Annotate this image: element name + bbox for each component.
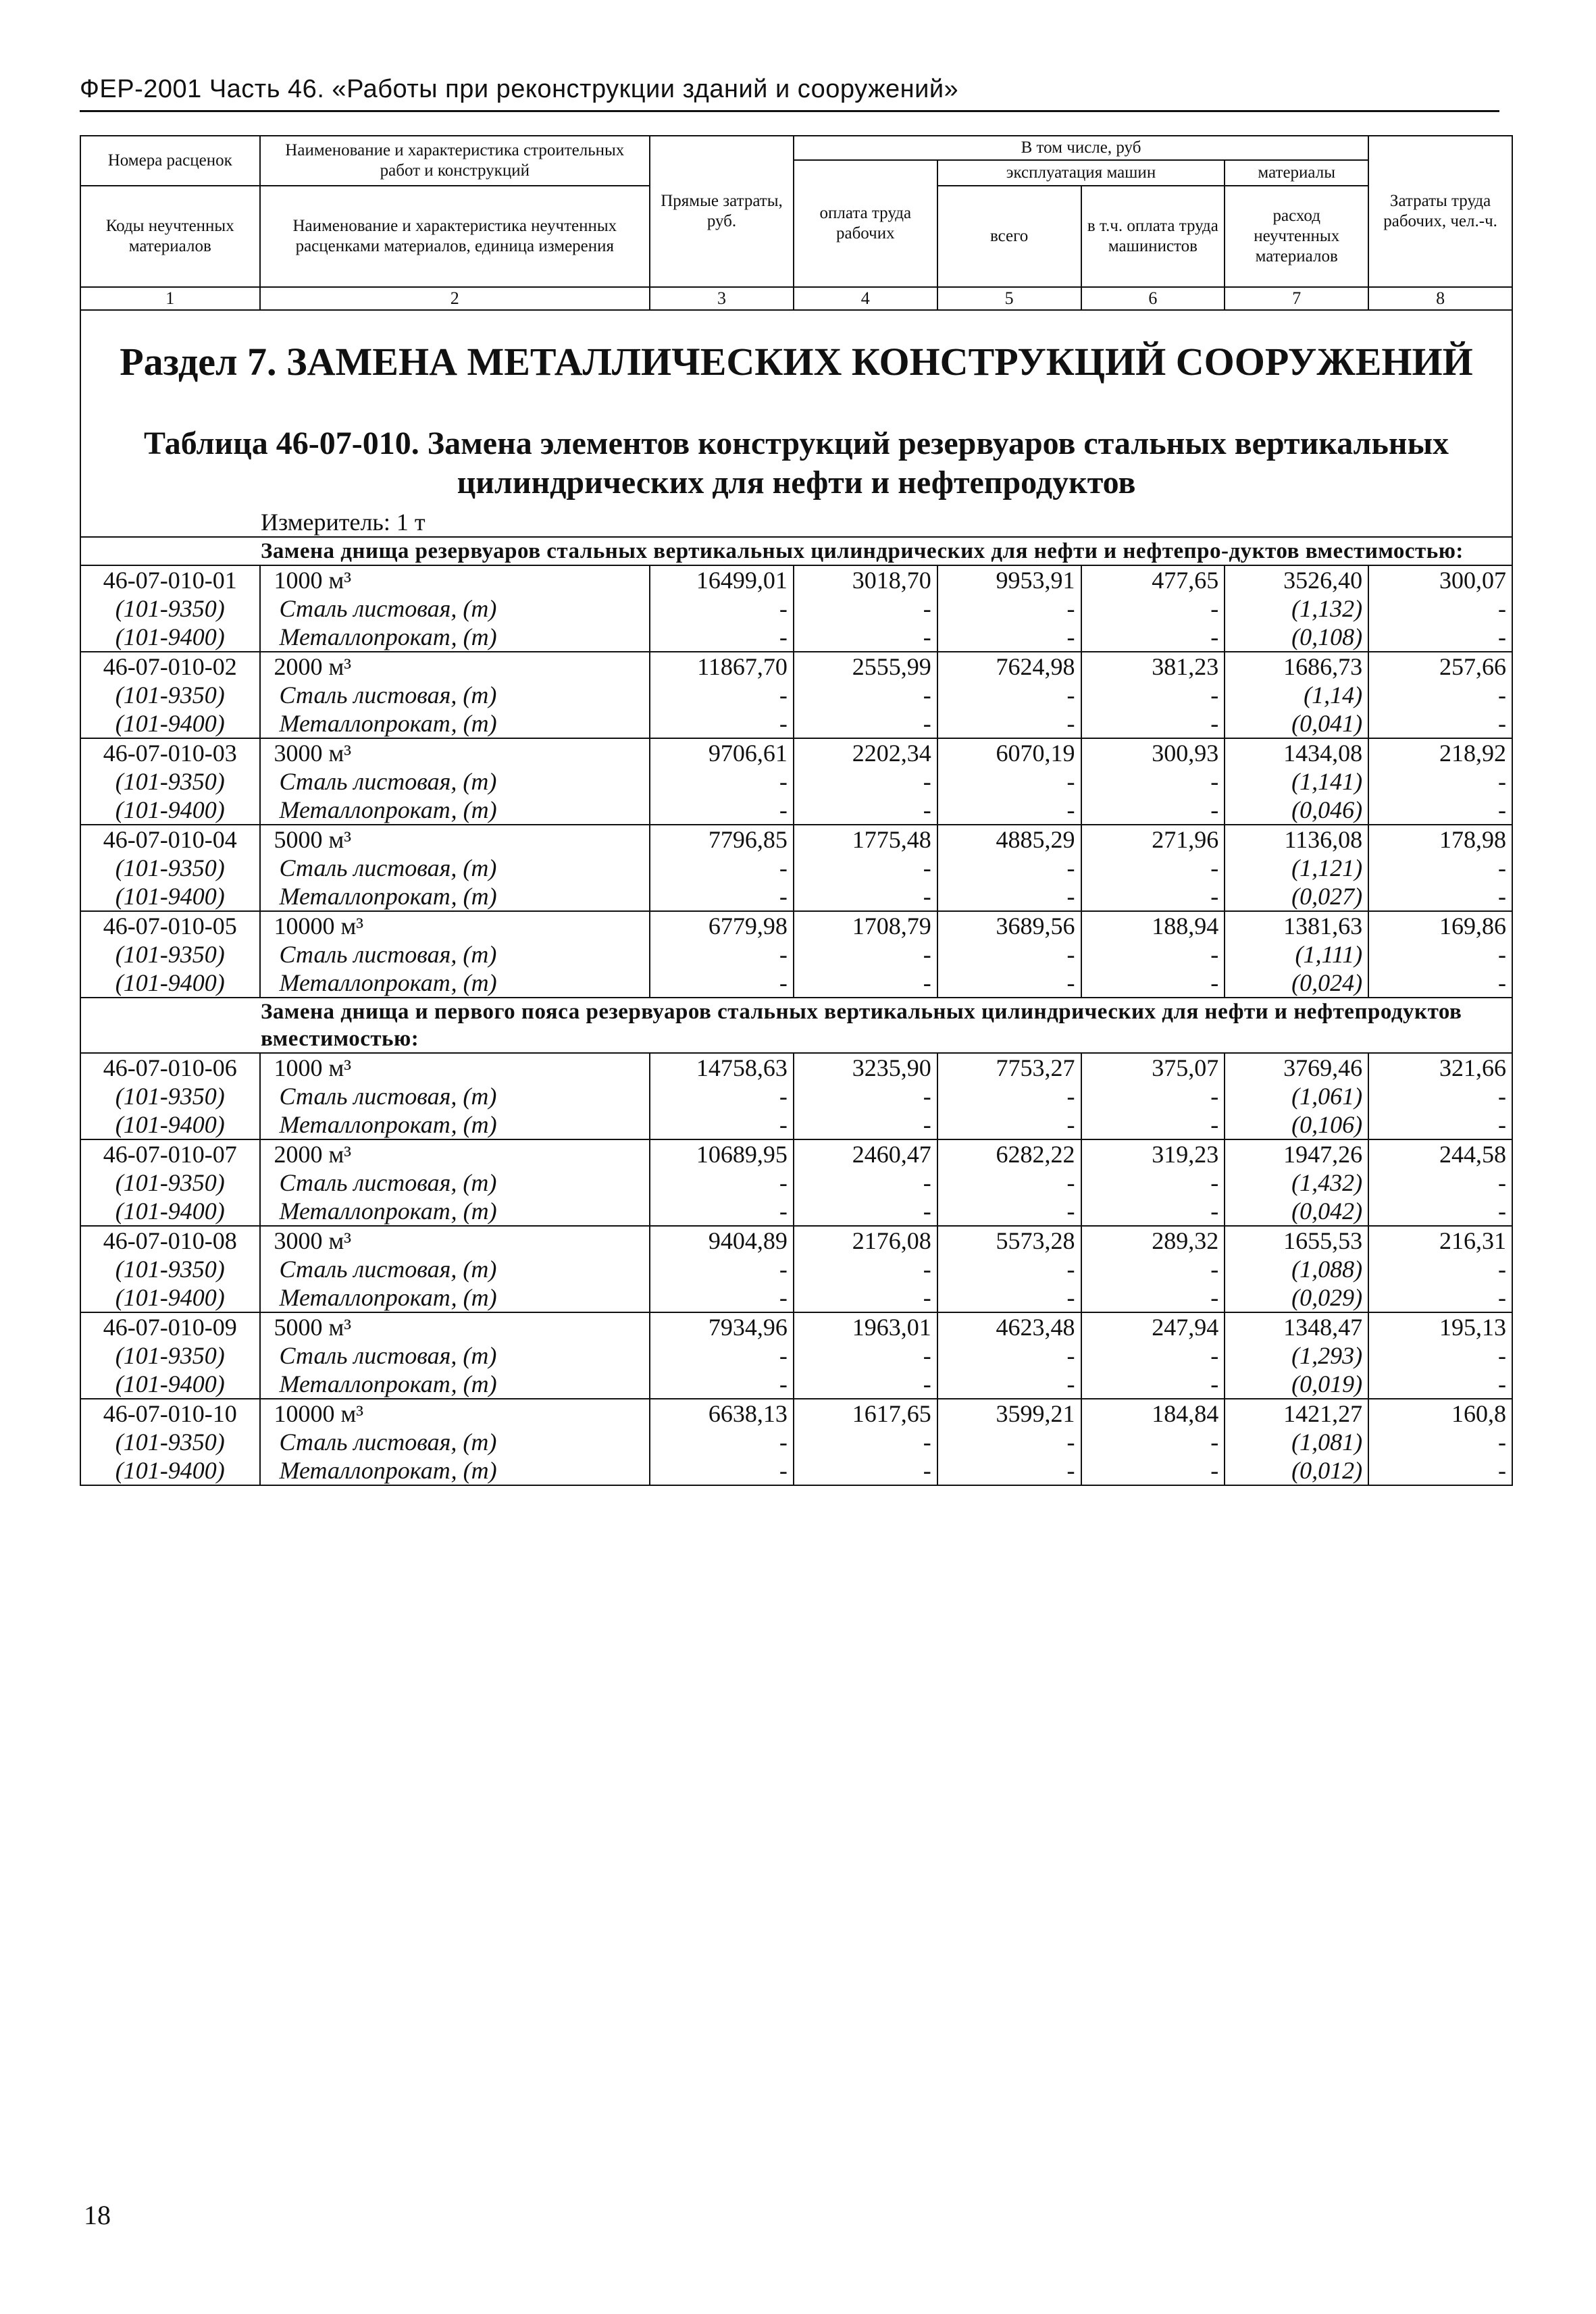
dash-cell: -	[1368, 1197, 1512, 1226]
material-name: Металлопрокат, (т)	[260, 1110, 650, 1139]
dash-cell: -	[650, 1428, 794, 1456]
col-7-header: расход неучтенных материалов	[1225, 186, 1368, 287]
dash-cell: -	[1368, 1283, 1512, 1312]
dash-cell: -	[650, 1168, 794, 1197]
dash-cell: -	[794, 623, 937, 652]
material-code: (101-9400)	[80, 1197, 260, 1226]
dash-cell: -	[1081, 709, 1225, 738]
dash-cell: -	[794, 969, 937, 998]
dash-cell: -	[650, 1197, 794, 1226]
direct-cost: 7796,85	[650, 825, 794, 854]
rate-code: 46-07-010-05	[80, 911, 260, 940]
dash-cell: -	[650, 882, 794, 911]
col-1-header-top: Номера расценок	[80, 136, 260, 186]
material-qty: (1,121)	[1225, 854, 1368, 882]
material-code: (101-9400)	[80, 709, 260, 738]
dash-cell: -	[1368, 1110, 1512, 1139]
rate-code: 46-07-010-04	[80, 825, 260, 854]
dash-cell: -	[1368, 854, 1512, 882]
dash-cell: -	[937, 681, 1081, 709]
rate-name: 5000 м³	[260, 825, 650, 854]
group-title: Замена днища и первого пояса резервуаров стальных вертикальных цилиндрических для нефти и нефтепродуктов вместимостью:	[80, 998, 1512, 1053]
labor-hours: 216,31	[1368, 1226, 1512, 1255]
material-name: Сталь листовая, (т)	[260, 681, 650, 709]
group-title: Замена днища резервуаров стальных вертикальных цилиндрических для нефти и нефтепро-дуктов вместимостью:	[80, 537, 1512, 565]
dash-cell: -	[794, 767, 937, 796]
dash-cell: -	[650, 854, 794, 882]
material-name: Сталь листовая, (т)	[260, 1341, 650, 1370]
material-code: (101-9350)	[80, 1341, 260, 1370]
material-code: (101-9350)	[80, 681, 260, 709]
material-qty: (1,432)	[1225, 1168, 1368, 1197]
material-name: Металлопрокат, (т)	[260, 623, 650, 652]
dash-cell: -	[650, 681, 794, 709]
dash-cell: -	[650, 1255, 794, 1283]
col-number: 8	[1368, 287, 1512, 310]
machinists-cost: 188,94	[1081, 911, 1225, 940]
dash-cell: -	[1368, 796, 1512, 825]
material-name: Сталь листовая, (т)	[260, 940, 650, 969]
dash-cell: -	[1368, 1168, 1512, 1197]
dash-cell: -	[1081, 796, 1225, 825]
material-qty: (1,14)	[1225, 681, 1368, 709]
dash-cell: -	[794, 796, 937, 825]
dash-cell: -	[937, 1370, 1081, 1399]
dash-cell: -	[650, 796, 794, 825]
rate-code: 46-07-010-07	[80, 1139, 260, 1168]
dash-cell: -	[794, 854, 937, 882]
dash-cell: -	[794, 1283, 937, 1312]
labor-cost: 3018,70	[794, 565, 937, 594]
machinists-cost: 300,93	[1081, 738, 1225, 767]
machinists-cost: 477,65	[1081, 565, 1225, 594]
dash-cell: -	[937, 940, 1081, 969]
dash-cell: -	[1081, 1197, 1225, 1226]
materials-header: материалы	[1225, 160, 1368, 186]
dash-cell: -	[1368, 767, 1512, 796]
rate-name: 3000 м³	[260, 1226, 650, 1255]
direct-cost: 14758,63	[650, 1053, 794, 1082]
dash-cell: -	[1368, 882, 1512, 911]
material-qty: (1,088)	[1225, 1255, 1368, 1283]
labor-hours: 169,86	[1368, 911, 1512, 940]
dash-cell: -	[1368, 594, 1512, 623]
rate-code: 46-07-010-10	[80, 1399, 260, 1428]
col-number: 3	[650, 287, 794, 310]
material-code: (101-9400)	[80, 969, 260, 998]
dash-cell: -	[650, 623, 794, 652]
materials-cost: 1348,47	[1225, 1312, 1368, 1341]
material-code: (101-9400)	[80, 1283, 260, 1312]
dash-cell: -	[794, 1168, 937, 1197]
dash-cell: -	[794, 681, 937, 709]
dash-cell: -	[650, 709, 794, 738]
materials-cost: 1655,53	[1225, 1226, 1368, 1255]
col-8-header: Затраты труда рабочих, чел.-ч.	[1368, 136, 1512, 287]
direct-cost: 9706,61	[650, 738, 794, 767]
machinists-cost: 184,84	[1081, 1399, 1225, 1428]
rate-name: 1000 м³	[260, 565, 650, 594]
group-header: В том числе, руб	[794, 136, 1368, 160]
rate-code: 46-07-010-01	[80, 565, 260, 594]
rate-code: 46-07-010-02	[80, 652, 260, 681]
dash-cell: -	[1081, 1283, 1225, 1312]
machinists-cost: 319,23	[1081, 1139, 1225, 1168]
dash-cell: -	[650, 969, 794, 998]
dash-cell: -	[794, 1255, 937, 1283]
table-title: Таблица 46-07-010. Замена элементов конструкций резервуаров стальных вертикальных цилиндрических для нефти и нефтепродуктов	[80, 407, 1512, 508]
material-code: (101-9400)	[80, 623, 260, 652]
dash-cell: -	[937, 1255, 1081, 1283]
machines-cost: 7624,98	[937, 652, 1081, 681]
dash-cell: -	[937, 767, 1081, 796]
dash-cell: -	[937, 882, 1081, 911]
dash-cell: -	[1081, 681, 1225, 709]
machines-cost: 6070,19	[937, 738, 1081, 767]
header-rule	[80, 110, 1499, 112]
machinists-cost: 375,07	[1081, 1053, 1225, 1082]
material-name: Металлопрокат, (т)	[260, 969, 650, 998]
materials-cost: 1434,08	[1225, 738, 1368, 767]
dash-cell: -	[1081, 1110, 1225, 1139]
material-qty: (0,019)	[1225, 1370, 1368, 1399]
labor-hours: 300,07	[1368, 565, 1512, 594]
material-qty: (0,012)	[1225, 1456, 1368, 1485]
materials-cost: 1381,63	[1225, 911, 1368, 940]
labor-cost: 2555,99	[794, 652, 937, 681]
measure-unit: Измеритель: 1 т	[80, 508, 1512, 537]
material-code: (101-9350)	[80, 854, 260, 882]
material-qty: (1,141)	[1225, 767, 1368, 796]
rate-name: 2000 м³	[260, 652, 650, 681]
labor-hours: 244,58	[1368, 1139, 1512, 1168]
material-code: (101-9350)	[80, 1168, 260, 1197]
col-number: 6	[1081, 287, 1225, 310]
dash-cell: -	[1081, 1341, 1225, 1370]
dash-cell: -	[937, 854, 1081, 882]
page-header: ФЕР-2001 Часть 46. «Работы при реконструкции зданий и сооружений»	[80, 75, 959, 103]
direct-cost: 11867,70	[650, 652, 794, 681]
dash-cell: -	[1368, 1082, 1512, 1110]
material-code: (101-9400)	[80, 796, 260, 825]
material-name: Сталь листовая, (т)	[260, 854, 650, 882]
machines-cost: 9953,91	[937, 565, 1081, 594]
col-number: 5	[937, 287, 1081, 310]
dash-cell: -	[650, 767, 794, 796]
rate-name: 3000 м³	[260, 738, 650, 767]
rate-code: 46-07-010-06	[80, 1053, 260, 1082]
material-qty: (0,108)	[1225, 623, 1368, 652]
labor-cost: 2176,08	[794, 1226, 937, 1255]
col-1-header-bottom: Коды неучтенных материалов	[80, 186, 260, 287]
page-number: 18	[84, 2200, 111, 2230]
material-code: (101-9400)	[80, 1110, 260, 1139]
dash-cell: -	[1368, 1255, 1512, 1283]
dash-cell: -	[937, 709, 1081, 738]
dash-cell: -	[1368, 623, 1512, 652]
machines-cost: 3599,21	[937, 1399, 1081, 1428]
rate-name: 1000 м³	[260, 1053, 650, 1082]
dash-cell: -	[1368, 1456, 1512, 1485]
material-code: (101-9350)	[80, 767, 260, 796]
labor-cost: 1617,65	[794, 1399, 937, 1428]
rate-name: 10000 м³	[260, 911, 650, 940]
material-qty: (1,111)	[1225, 940, 1368, 969]
labor-cost: 2202,34	[794, 738, 937, 767]
machines-cost: 4623,48	[937, 1312, 1081, 1341]
material-qty: (1,081)	[1225, 1428, 1368, 1456]
machinists-cost: 289,32	[1081, 1226, 1225, 1255]
dash-cell: -	[794, 1197, 937, 1226]
machinists-cost: 381,23	[1081, 652, 1225, 681]
direct-cost: 6779,98	[650, 911, 794, 940]
direct-cost: 7934,96	[650, 1312, 794, 1341]
dash-cell: -	[650, 1082, 794, 1110]
material-name: Сталь листовая, (т)	[260, 594, 650, 623]
direct-cost: 6638,13	[650, 1399, 794, 1428]
dash-cell: -	[937, 1283, 1081, 1312]
col-2-header-bottom: Наименование и характеристика неучтенных расценками материалов, единица измерения	[260, 186, 650, 287]
dash-cell: -	[794, 594, 937, 623]
labor-cost: 1963,01	[794, 1312, 937, 1341]
dash-cell: -	[794, 1370, 937, 1399]
material-code: (101-9350)	[80, 940, 260, 969]
dash-cell: -	[1081, 882, 1225, 911]
dash-cell: -	[1081, 940, 1225, 969]
rate-code: 46-07-010-03	[80, 738, 260, 767]
norms-table	[80, 135, 1513, 1486]
dash-cell: -	[1081, 1428, 1225, 1456]
direct-cost: 16499,01	[650, 565, 794, 594]
dash-cell: -	[794, 709, 937, 738]
labor-hours: 178,98	[1368, 825, 1512, 854]
dash-cell: -	[650, 1110, 794, 1139]
material-qty: (0,029)	[1225, 1283, 1368, 1312]
col-number: 7	[1225, 287, 1368, 310]
labor-cost: 1708,79	[794, 911, 937, 940]
material-name: Металлопрокат, (т)	[260, 1197, 650, 1226]
dash-cell: -	[794, 1110, 937, 1139]
material-code: (101-9350)	[80, 1428, 260, 1456]
labor-cost: 3235,90	[794, 1053, 937, 1082]
rate-name: 2000 м³	[260, 1139, 650, 1168]
dash-cell: -	[1368, 1341, 1512, 1370]
dash-cell: -	[937, 1197, 1081, 1226]
material-qty: (0,027)	[1225, 882, 1368, 911]
dash-cell: -	[1368, 1428, 1512, 1456]
dash-cell: -	[650, 1370, 794, 1399]
col-5-header: всего	[937, 186, 1081, 287]
dash-cell: -	[937, 1456, 1081, 1485]
material-qty: (1,293)	[1225, 1341, 1368, 1370]
dash-cell: -	[794, 1456, 937, 1485]
labor-cost: 1775,48	[794, 825, 937, 854]
rate-code: 46-07-010-08	[80, 1226, 260, 1255]
material-code: (101-9400)	[80, 882, 260, 911]
dash-cell: -	[937, 623, 1081, 652]
dash-cell: -	[937, 969, 1081, 998]
material-name: Сталь листовая, (т)	[260, 1428, 650, 1456]
dash-cell: -	[1081, 1456, 1225, 1485]
materials-cost: 1947,26	[1225, 1139, 1368, 1168]
col-4-header: оплата труда рабочих	[794, 160, 937, 287]
machines-cost: 5573,28	[937, 1226, 1081, 1255]
dash-cell: -	[1081, 767, 1225, 796]
section-title: Раздел 7. ЗАМЕНА МЕТАЛЛИЧЕСКИХ КОНСТРУКЦИЙ СООРУЖЕНИЙ	[80, 310, 1512, 407]
dash-cell: -	[1081, 623, 1225, 652]
material-qty: (0,106)	[1225, 1110, 1368, 1139]
dash-cell: -	[650, 940, 794, 969]
dash-cell: -	[1368, 1370, 1512, 1399]
material-name: Сталь листовая, (т)	[260, 1082, 650, 1110]
material-code: (101-9400)	[80, 1456, 260, 1485]
dash-cell: -	[1368, 709, 1512, 738]
material-code: (101-9350)	[80, 1255, 260, 1283]
material-code: (101-9400)	[80, 1370, 260, 1399]
materials-cost: 3526,40	[1225, 565, 1368, 594]
dash-cell: -	[1081, 969, 1225, 998]
dash-cell: -	[937, 1082, 1081, 1110]
materials-cost: 1421,27	[1225, 1399, 1368, 1428]
material-name: Металлопрокат, (т)	[260, 882, 650, 911]
dash-cell: -	[937, 1428, 1081, 1456]
machines-header: эксплуатация машин	[937, 160, 1225, 186]
machinists-cost: 271,96	[1081, 825, 1225, 854]
dash-cell: -	[1368, 681, 1512, 709]
col-6-header: в т.ч. оплата труда машинистов	[1081, 186, 1225, 287]
rate-code: 46-07-010-09	[80, 1312, 260, 1341]
col-number: 2	[260, 287, 650, 310]
material-qty: (0,024)	[1225, 969, 1368, 998]
labor-hours: 218,92	[1368, 738, 1512, 767]
direct-cost: 9404,89	[650, 1226, 794, 1255]
col-number: 4	[794, 287, 937, 310]
material-code: (101-9350)	[80, 594, 260, 623]
dash-cell: -	[650, 1456, 794, 1485]
direct-cost: 10689,95	[650, 1139, 794, 1168]
labor-cost: 2460,47	[794, 1139, 937, 1168]
material-name: Металлопрокат, (т)	[260, 796, 650, 825]
dash-cell: -	[650, 1283, 794, 1312]
dash-cell: -	[937, 1110, 1081, 1139]
labor-hours: 257,66	[1368, 652, 1512, 681]
materials-cost: 3769,46	[1225, 1053, 1368, 1082]
dash-cell: -	[937, 796, 1081, 825]
rate-name: 10000 м³	[260, 1399, 650, 1428]
material-code: (101-9350)	[80, 1082, 260, 1110]
rate-name: 5000 м³	[260, 1312, 650, 1341]
material-qty: (1,132)	[1225, 594, 1368, 623]
material-name: Сталь листовая, (т)	[260, 1255, 650, 1283]
dash-cell: -	[794, 882, 937, 911]
col-number: 1	[80, 287, 260, 310]
col-2-header-top: Наименование и характеристика строительных работ и конструкций	[260, 136, 650, 186]
dash-cell: -	[650, 594, 794, 623]
dash-cell: -	[1081, 854, 1225, 882]
dash-cell: -	[937, 1341, 1081, 1370]
labor-hours: 321,66	[1368, 1053, 1512, 1082]
dash-cell: -	[650, 1341, 794, 1370]
dash-cell: -	[794, 1341, 937, 1370]
labor-hours: 195,13	[1368, 1312, 1512, 1341]
machines-cost: 7753,27	[937, 1053, 1081, 1082]
materials-cost: 1136,08	[1225, 825, 1368, 854]
dash-cell: -	[1368, 940, 1512, 969]
dash-cell: -	[794, 1428, 937, 1456]
dash-cell: -	[937, 594, 1081, 623]
dash-cell: -	[794, 940, 937, 969]
dash-cell: -	[1081, 1082, 1225, 1110]
materials-cost: 1686,73	[1225, 652, 1368, 681]
material-name: Сталь листовая, (т)	[260, 1168, 650, 1197]
material-qty: (0,042)	[1225, 1197, 1368, 1226]
material-name: Металлопрокат, (т)	[260, 1456, 650, 1485]
material-name: Металлопрокат, (т)	[260, 1370, 650, 1399]
material-name: Металлопрокат, (т)	[260, 1283, 650, 1312]
material-qty: (1,061)	[1225, 1082, 1368, 1110]
dash-cell: -	[937, 1168, 1081, 1197]
material-name: Металлопрокат, (т)	[260, 709, 650, 738]
material-qty: (0,041)	[1225, 709, 1368, 738]
material-qty: (0,046)	[1225, 796, 1368, 825]
machines-cost: 4885,29	[937, 825, 1081, 854]
machines-cost: 3689,56	[937, 911, 1081, 940]
col-3-header: Прямые затраты, руб.	[650, 136, 794, 287]
machinists-cost: 247,94	[1081, 1312, 1225, 1341]
dash-cell: -	[1081, 1255, 1225, 1283]
labor-hours: 160,8	[1368, 1399, 1512, 1428]
dash-cell: -	[1081, 594, 1225, 623]
material-name: Сталь листовая, (т)	[260, 767, 650, 796]
dash-cell: -	[1081, 1168, 1225, 1197]
machines-cost: 6282,22	[937, 1139, 1081, 1168]
dash-cell: -	[1081, 1370, 1225, 1399]
dash-cell: -	[1368, 969, 1512, 998]
dash-cell: -	[794, 1082, 937, 1110]
